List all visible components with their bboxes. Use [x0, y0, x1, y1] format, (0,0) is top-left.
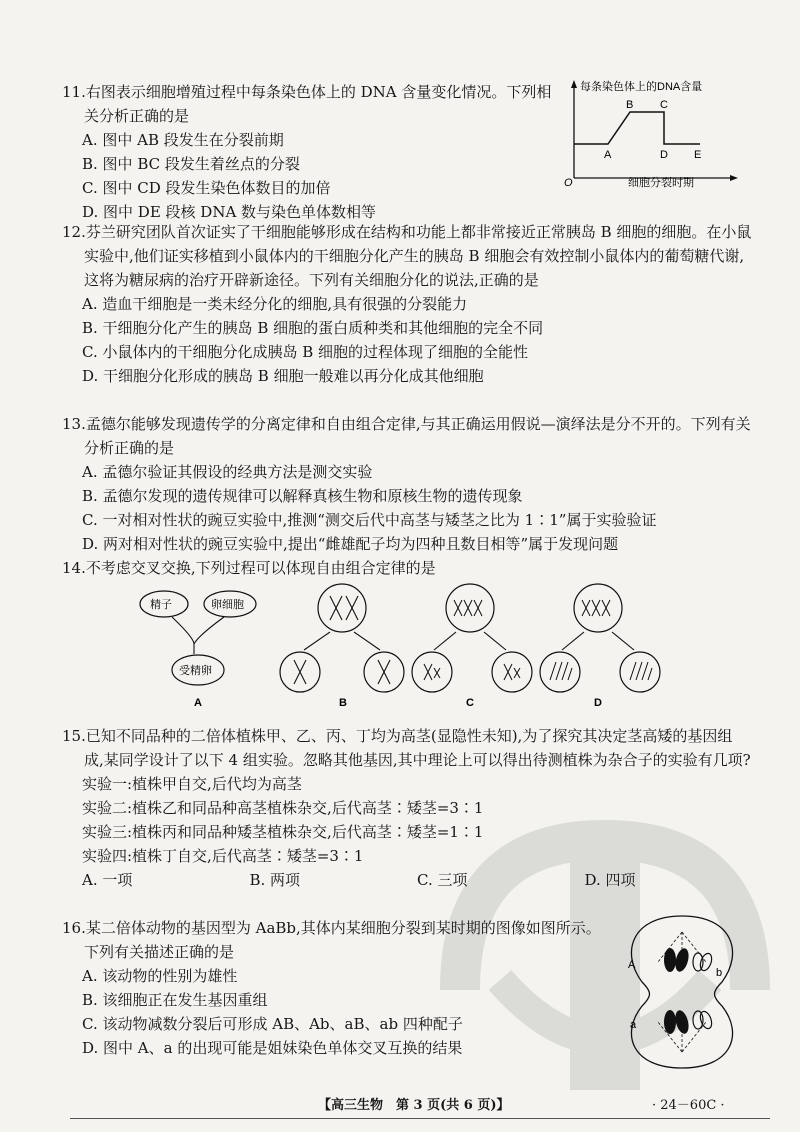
- figure-c-label: C: [466, 697, 474, 709]
- question-11-stem: 11.右图表示细胞增殖过程中每条染色体上的 DNA 含量变化情况。下列相关分析正确的是: [62, 83, 552, 125]
- question-11: [62, 80, 562, 224]
- graph-curve: [574, 112, 700, 144]
- question-16-option-d: D. 图中 A、a 的出现可能是姐妹染色单体交叉互换的结果: [82, 1039, 463, 1057]
- question-15: [62, 724, 752, 892]
- question-12-option-b: B. 干细胞分化产生的胰岛 B 细胞的蛋白质种类和其他细胞的完全不同: [82, 319, 544, 337]
- egg-label: 卵细胞: [211, 599, 244, 611]
- dna-content-graph: [560, 78, 740, 190]
- question-16-option-c: C. 该动物减数分裂后可形成 AB、Ab、aB、ab 四种配子: [82, 1015, 463, 1033]
- gene-label-A: A: [628, 959, 636, 971]
- question-13-stem: 13.孟德尔能够发现遗传学的分离定律和自由组合定律,与其正确运用假说—演绎法是分不开的。下列有关分析正确的是: [62, 415, 751, 457]
- question-16-option-a: A. 该动物的性别为雄性: [82, 967, 238, 985]
- question-15-stem: 15.已知不同品种的二倍体植株甲、乙、丙、丁均为高茎(显隐性未知),为了探究其决定茎高矮的基因组成,某同学设计了以下 4 组实验。忽略其他基因,其中理论上可以得出待测植株为杂合子的实验有几项?: [62, 727, 751, 769]
- question-16-stem: 16.某二倍体动物的基因型为 AaBb,其体内某细胞分裂到某时期的图像如图所示。下列有关描述正确的是: [62, 919, 601, 961]
- question-11-option-c: C. 图中 CD 段发生染色体数目的加倍: [82, 179, 331, 197]
- question-16-option-b: B. 该细胞正在发生基因重组: [82, 991, 268, 1009]
- question-14-stem: 14.不考虑交叉交换,下列过程可以体现自由组合定律的是: [62, 559, 436, 577]
- zygote-label: 受精卵: [179, 665, 212, 677]
- sperm-label: 精子: [150, 599, 172, 611]
- graph-y-label: 每条染色体上的DNA含量: [580, 81, 703, 93]
- dividing-cell-figure: [612, 912, 752, 1072]
- experiment-3: 实验三:植株丙和同品种矮茎植株杂交,后代高茎∶矮茎=1∶1: [82, 823, 484, 841]
- graph-point-e: E: [694, 149, 702, 161]
- question-12-option-c: C. 小鼠体内的干细胞分化成胰岛 B 细胞的过程体现了细胞的全能性: [82, 343, 529, 361]
- figure-d-meiosis: [540, 584, 660, 709]
- graph-point-c: C: [660, 99, 668, 111]
- graph-x-label: 细胞分裂时期: [628, 177, 694, 189]
- gene-label-a: a: [630, 1019, 637, 1031]
- question-11-option-a: A. 图中 AB 段发生在分裂前期: [82, 131, 284, 149]
- question-12-stem: 12.芬兰研究团队首次证实了干细胞能够形成在结构和功能上都非常接近正常胰岛 B 细胞的细胞。在小鼠实验中,他们证实移植到小鼠体内的干细胞分化产生的胰岛 B 细胞会有效控制小鼠体内的葡萄糖代谢,这将为糖尿病的治疗开辟新途径。下列有关细胞分化的说法,正确的是: [62, 223, 752, 289]
- question-13-option-c: C. 一对相对性状的豌豆实验中,推测“测交后代中高茎与矮茎之比为 1∶1”属于实验验证: [82, 511, 657, 529]
- figure-b-mitosis: [280, 584, 404, 709]
- question-13-option-d: D. 两对相对性状的豌豆实验中,提出“雌雄配子均为四种且数目相等”属于发现问题: [82, 535, 619, 553]
- question-15-options: [62, 868, 752, 892]
- question-15-option-a: A. 一项: [82, 871, 133, 889]
- experiment-2: 实验二:植株乙和同品种高茎植株杂交,后代高茎∶矮茎=3∶1: [82, 799, 484, 817]
- graph-point-a: A: [604, 149, 612, 161]
- question-15-option-d: D. 四项: [584, 871, 636, 889]
- question-12-option-d: D. 干细胞分化形成的胰岛 B 细胞一般难以再分化成其他细胞: [82, 367, 484, 385]
- question-15-option-c: C. 三项: [417, 871, 468, 889]
- experiment-1: 实验一:植株甲自交,后代均为高茎: [82, 775, 302, 793]
- graph-y-arrow-icon: [571, 80, 577, 88]
- gene-label-b: b: [716, 967, 723, 979]
- question-13-option-b: B. 孟德尔发现的遗传规律可以解释真核生物和原核生物的遗传现象: [82, 487, 523, 505]
- graph-origin: O: [564, 177, 573, 189]
- question-11-option-b: B. 图中 BC 段发生着丝点的分裂: [82, 155, 300, 173]
- footer-exam-code: · 24－60C ·: [652, 1098, 725, 1113]
- figure-a-fertilization: [140, 591, 256, 709]
- footer-page-info: 【高三生物 第 3 页(共 6 页)】: [318, 1098, 510, 1113]
- figure-a-label: A: [194, 697, 202, 709]
- question-13-option-a: A. 孟德尔验证其假设的经典方法是测交实验: [82, 463, 373, 481]
- footer-divider: [70, 1118, 770, 1119]
- question-13: [62, 412, 752, 556]
- question-16: [62, 916, 602, 1060]
- graph-point-b: B: [626, 99, 634, 111]
- figure-b-label: B: [339, 697, 347, 709]
- graph-x-arrow-icon: [730, 175, 738, 181]
- cell-division-figures: [120, 582, 680, 712]
- graph-point-d: D: [660, 149, 668, 161]
- question-12-option-a: A. 造血干细胞是一类未经分化的细胞,具有很强的分裂能力: [82, 295, 468, 313]
- figure-d-label: D: [594, 697, 602, 709]
- question-15-option-b: B. 两项: [249, 871, 301, 889]
- question-11-option-d: D. 图中 DE 段核 DNA 数与染色单体数相等: [82, 203, 377, 221]
- question-12: [62, 220, 752, 388]
- question-14: [62, 556, 752, 580]
- figure-c-meiosis: [412, 584, 532, 709]
- experiment-4: 实验四:植株丁自交,后代高茎∶矮茎=3∶1: [82, 847, 364, 865]
